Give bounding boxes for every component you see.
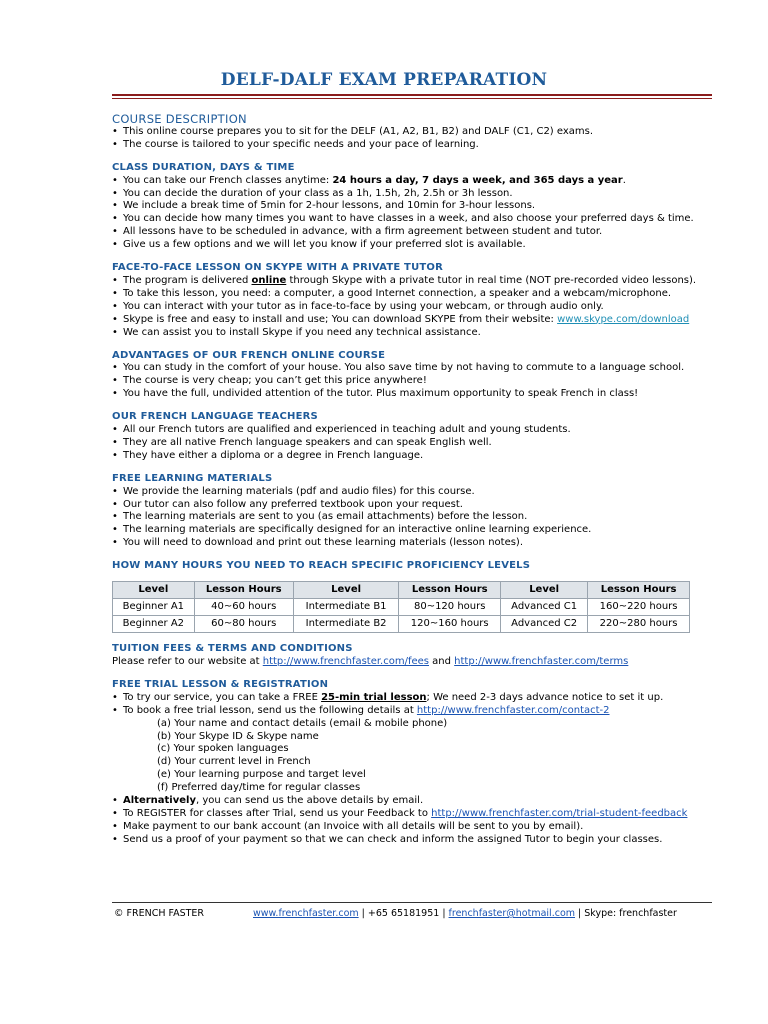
title-rule-thin [112,98,712,99]
trial-list [112,692,712,718]
table-header-row [113,582,690,599]
table-cell: Beginner A1 [113,599,195,616]
list-item: • You can interact with your tutor as in face-to-face by using your webcam, or through audio only. [112,301,712,314]
section-heading-skype: FACE-TO-FACE LESSON ON SKYPE WITH A PRIVATE TUTOR [112,262,444,274]
table-header: Lesson Hours [588,582,690,599]
list-item: • The learning materials are specifically designed for an interactive online learning experience. [112,524,712,537]
table-header: Level [293,582,399,599]
list-item: • The learning materials are sent to you (as email attachments) before the lesson. [112,511,712,524]
availability-highlight: 24 hours a day, 7 days a week, and 365 days a year [332,174,623,186]
section-heading-course: COURSE DESCRIPTION [112,112,247,126]
detail-item: (d) Your current level in French [157,756,311,768]
content [112,113,712,847]
table-cell: Beginner A2 [113,616,195,633]
advantages-list [112,362,712,401]
list-item: • Make payment to our bank account (an Invoice with all details will be sent to you by email). [112,821,712,834]
section-heading-teachers: OUR FRENCH LANGUAGE TEACHERS [112,411,318,423]
detail-item: (f) Preferred day/time for regular classes [157,782,361,794]
detail-item: (e) Your learning purpose and target level [157,769,366,781]
trial-lesson-emphasis: 25-min trial lesson [321,691,427,703]
teachers-list [112,424,712,463]
list-item: • Give us a few options and we will let you know if your preferred slot is available. [112,239,712,252]
list-item: • To REGISTER for classes after Trial, send us your Feedback to http://www.frenchfaster.com/trial-student-feedback [112,808,712,821]
footer-email-link[interactable]: frenchfaster@hotmail.com [448,908,576,919]
duration-list [112,175,712,252]
course-list [112,126,712,152]
table-row [113,599,690,616]
section-heading-fees: TUITION FEES & TERMS AND CONDITIONS [112,643,353,655]
section-heading-advantages: ADVANTAGES OF OUR FRENCH ONLINE COURSE [112,349,386,361]
list-item: • We provide the learning materials (pdf and audio files) for this course. [112,486,712,499]
list-item: • You have the full, undivided attention of the tutor. Plus maximum opportunity to speak French in class! [112,388,712,401]
table-row [113,616,690,633]
table-cell: 60~80 hours [194,616,293,633]
list-item: • To take this lesson, you need: a computer, a good Internet connection, a speaker and a webcam/microphone. [112,288,712,301]
table-cell: Advanced C1 [501,599,588,616]
section-heading-duration: CLASS DURATION, DAYS & TIME [112,161,295,173]
feedback-link[interactable]: http://www.frenchfaster.com/trial-student-feedback [431,807,688,819]
list-item: • Send us a proof of your payment so that we can check and inform the assigned Tutor to begin your classes. [112,834,712,847]
list-item: • You will need to download and print out these learning materials (lesson notes). [112,537,712,550]
footer-website-link[interactable]: www.frenchfaster.com [253,908,359,919]
table-cell: Intermediate B1 [293,599,399,616]
section-heading-trial: FREE TRIAL LESSON & REGISTRATION [112,678,329,690]
trial-details-list [112,718,712,795]
section-heading-materials: FREE LEARNING MATERIALS [112,472,273,484]
table-cell: Advanced C2 [501,616,588,633]
table-header: Level [501,582,588,599]
list-item: • You can decide the duration of your class as a 1h, 1.5h, 2h, 2.5h or 3h lesson. [112,188,712,201]
title-rule-thick [112,94,712,96]
table-cell: 40~60 hours [194,599,293,616]
registration-list [112,795,712,847]
table-header: Level [113,582,195,599]
section-heading-hours: HOW MANY HOURS YOU NEED TO REACH SPECIFIC PROFICIENCY LEVELS [112,560,531,572]
list-item: • You can decide how many times you want to have classes in a week, and also choose your preferred days & time. [112,213,712,226]
list-item: • You can study in the comfort of your house. You also save time by not having to commute to a language school. [112,362,712,375]
list-item: • Our tutor can also follow any preferred textbook upon your request. [112,499,712,512]
table-cell: 160~220 hours [588,599,690,616]
list-item: • Skype is free and easy to install and use; You can download SKYPE from their website: www.skype.com/download [112,314,712,327]
fees-link[interactable]: http://www.frenchfaster.com/fees [262,656,429,667]
fees-text: Please refer to our website at http://www.frenchfaster.com/fees and http://www.frenchfaster.com/terms [112,656,629,667]
list-item: • They are all native French language speakers and can speak English well. [112,437,712,450]
terms-link[interactable]: http://www.frenchfaster.com/terms [454,656,629,667]
table-cell: 220~280 hours [588,616,690,633]
online-emphasis: online [251,274,287,286]
contact-link[interactable]: http://www.frenchfaster.com/contact-2 [416,704,610,716]
detail-item: (c) Your spoken languages [157,743,289,755]
list-item: • Alternatively, you can send us the above details by email. [112,795,712,808]
list-item: • To try our service, you can take a FREE 25-min trial lesson; We need 2-3 days advance notice to set it up. [112,692,712,705]
list-item: • We can assist you to install Skype if you need any technical assistance. [112,327,712,340]
table-cell: 80~120 hours [399,599,501,616]
list-item: • The program is delivered online through Skype with a private tutor in real time (NOT pre-recorded video lessons). [112,275,712,288]
skype-list [112,275,712,340]
materials-list [112,486,712,551]
footer-rule [112,902,712,903]
footer-brand: © FRENCH FASTER [114,908,205,919]
list-item: • They have either a diploma or a degree in French language. [112,450,712,463]
table-cell: Intermediate B2 [293,616,399,633]
list-item: • We include a break time of 5min for 2-hour lessons, and 10min for 3-hour lessons. [112,200,712,213]
table-header: Lesson Hours [399,582,501,599]
list-item: • This online course prepares you to sit for the DELF (A1, A2, B1, B2) and DALF (C1, C2) exams. [112,126,712,139]
list-item: • You can take our French classes anytime: 24 hours a day, 7 days a week, and 365 days a year. [112,175,712,188]
list-item: • To book a free trial lesson, send us the following details at http://www.frenchfaster.com/contact-2 [112,705,712,718]
list-item: • All lessons have to be scheduled in advance, with a firm agreement between student and tutor. [112,226,712,239]
skype-download-link[interactable]: www.skype.com/download [557,313,690,325]
detail-item: (a) Your name and contact details (email & mobile phone) [157,717,448,729]
footer-contact: www.frenchfaster.com | +65 65181951 | frenchfaster@hotmail.com | Skype: frenchfaster [253,908,677,919]
list-item: • The course is tailored to your specific needs and your pace of learning. [112,139,712,152]
page-title: DELF-DALF EXAM PREPARATION [220,70,548,90]
list-item: • All our French tutors are qualified and experienced in teaching adult and young students. [112,424,712,437]
list-item: • The course is very cheap; you can’t get this price anywhere! [112,375,712,388]
table-header: Lesson Hours [194,582,293,599]
detail-item: (b) Your Skype ID & Skype name [157,730,319,742]
proficiency-table [112,581,690,633]
table-cell: 120~160 hours [399,616,501,633]
